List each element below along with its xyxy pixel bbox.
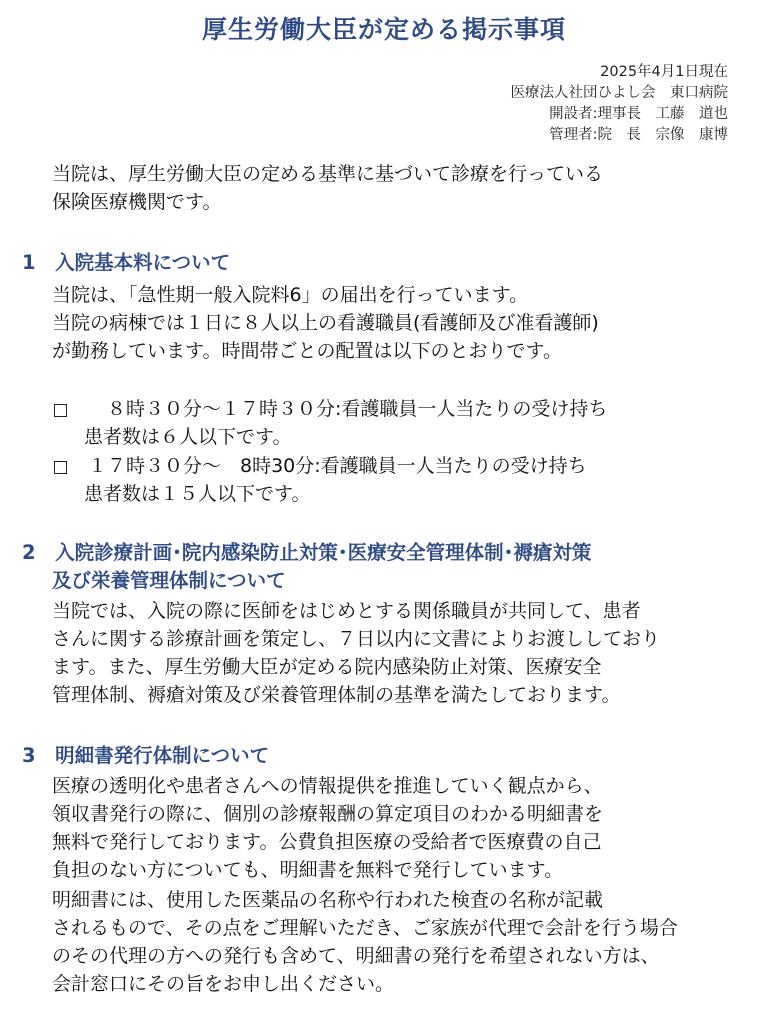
page-title: 厚生労働大臣が定める掲示事項	[201, 15, 566, 44]
meta-organization: 医療法人社団ひよし会 東口病院	[510, 85, 728, 101]
section3-line: されるもので、その点をご理解いただき、ご家族が代理で会計を行う場合	[52, 917, 678, 939]
section3-line: のその代理の方への発行も含めて、明細書の発行を希望されない方は、	[52, 945, 660, 967]
shift-item-line: ８時３０分～１７時３０分:看護職員一人当たりの受け持ち	[88, 398, 608, 420]
checkbox-icon	[54, 461, 67, 474]
section1-line: 当院は、「急性期一般入院料6」の届出を行っています。	[52, 284, 529, 306]
section2-line: 管理体制、褥瘡対策及び栄養管理体制の基準を満たしております。	[52, 684, 621, 706]
section2-line: さんに関する診療計画を策定し、７日以内に文書によりお渡ししており	[52, 628, 661, 650]
meta-date: 2025年4月1日現在	[600, 64, 728, 80]
meta-manager: 管理者:院 長 宗像 康博	[549, 127, 728, 143]
section2-line: ます。また、厚生労働大臣が定める院内感染防止対策、医療安全	[52, 656, 602, 678]
section3-heading: 3 明細書発行体制について	[22, 744, 270, 767]
intro-line: 保険医療機関です。	[52, 191, 222, 213]
meta-founder: 開設者:理事長 工藤 道也	[549, 106, 728, 122]
section3-line: 無料で発行しております。公費負担医療の受給者で医療費の自己	[52, 831, 602, 853]
checkbox-icon	[54, 404, 67, 417]
section3-line: 負担のない方についても、明細書を無料で発行しています。	[52, 859, 564, 881]
section1-line: 当院の病棟では１日に８人以上の看護職員(看護師及び准看護師)	[52, 312, 599, 334]
section3-line: 会計窓口にその旨をお申し出ください。	[52, 973, 395, 995]
section3-line: 医療の透明化や患者さんへの情報提供を推進していく観点から、	[52, 775, 603, 797]
section3-line: 明細書には、使用した医薬品の名称や行われた検査の名称が記載	[52, 889, 604, 911]
intro-line: 当院は、厚生労働大臣の定める基準に基づいて診療を行っている	[52, 163, 604, 185]
header-meta	[511, 62, 729, 146]
shift-item-line: 患者数は６人以下です。	[84, 426, 292, 448]
section3-line: 領収書発行の際に、個別の診療報酬の算定項目のわかる明細書を	[52, 803, 604, 825]
shift-item-line: 患者数は１５人以下です。	[84, 483, 311, 505]
section2-heading-continued: 及び栄養管理体制について	[52, 569, 286, 592]
section1-line: が勤務しています。時間帯ごとの配置は以下のとおりです。	[52, 340, 562, 362]
section1-heading: 1 入院基本料について	[22, 251, 231, 274]
section2-line: 当院では、入院の際に医師をはじめとする関係職員が共同して、患者	[52, 600, 641, 622]
shift-item-line: １７時３０分～ 8時30分:看護職員一人当たりの受け持ち	[88, 455, 587, 477]
section2-heading: 2 入院診療計画･院内感染防止対策･医療安全管理体制･褥瘡対策	[22, 541, 592, 564]
